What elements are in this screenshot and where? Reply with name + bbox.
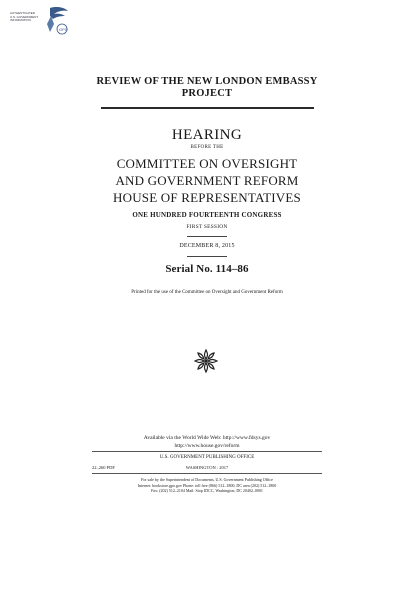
before-the-label: BEFORE THE	[190, 145, 224, 150]
gpo-ornament-icon	[193, 348, 219, 374]
committee-name	[0, 155, 414, 206]
congress-number: ONE HUNDRED FOURTEENTH CONGRESS	[132, 211, 282, 219]
committee-line-1: COMMITTEE ON OVERSIGHT	[116, 156, 298, 171]
publishing-office: U.S. GOVERNMENT PUBLISHING OFFICE	[159, 455, 255, 460]
availability-note	[0, 434, 414, 450]
sale-line-1: For sale by the Superintendent of Documents, U.S. Government Publishing Office	[141, 477, 273, 482]
publication-location-year: WASHINGTON : 2017	[185, 465, 229, 470]
committee-line-2: AND GOVERNMENT REFORM	[115, 173, 299, 188]
title-line-1: REVIEW OF THE NEW LONDON EMBASSY	[96, 76, 318, 87]
hearing-heading: HEARING	[171, 127, 243, 143]
date-divider	[187, 256, 227, 257]
seal-text-line: INFORMATION	[10, 18, 31, 23]
availability-line-1: Available via the World Wide Web: http://www.fdsys.gov	[143, 435, 271, 441]
pdf-number: 22–260 PDF	[92, 465, 115, 470]
imprint-divider-bottom	[92, 473, 322, 474]
sale-line-2: Internet: bookstore.gpo.gov Phone: toll free (866) 512–1800; DC area (202) 512–1800	[137, 482, 277, 488]
seal-text-line: AUTHENTICATED	[10, 11, 35, 15]
sale-information	[0, 477, 414, 494]
sale-line-3: Fax: (202) 512–2104 Mail: Stop IDCC, Washington, DC 20402–0001	[151, 488, 263, 493]
document-title	[0, 76, 414, 100]
committee-line-3: HOUSE OF REPRESENTATIVES	[113, 190, 301, 205]
session-label: FIRST SESSION	[186, 224, 228, 230]
title-line-2: PROJECT	[181, 88, 233, 99]
svg-text:GPO: GPO	[59, 27, 68, 32]
printed-for-note: Printed for the use of the Committee on Oversight and Government Reform	[131, 290, 283, 295]
hearing-date: DECEMBER 8, 2015	[179, 243, 235, 249]
session-divider	[187, 236, 227, 237]
availability-line-2: http://www.house.gov/reform	[174, 443, 240, 449]
seal-text-line: U.S. GOVERNMENT	[10, 14, 39, 19]
serial-number: Serial No. 114–86	[165, 263, 249, 275]
imprint-divider-top	[92, 451, 322, 452]
gpo-authentication-seal	[10, 4, 70, 38]
title-divider	[101, 107, 314, 109]
